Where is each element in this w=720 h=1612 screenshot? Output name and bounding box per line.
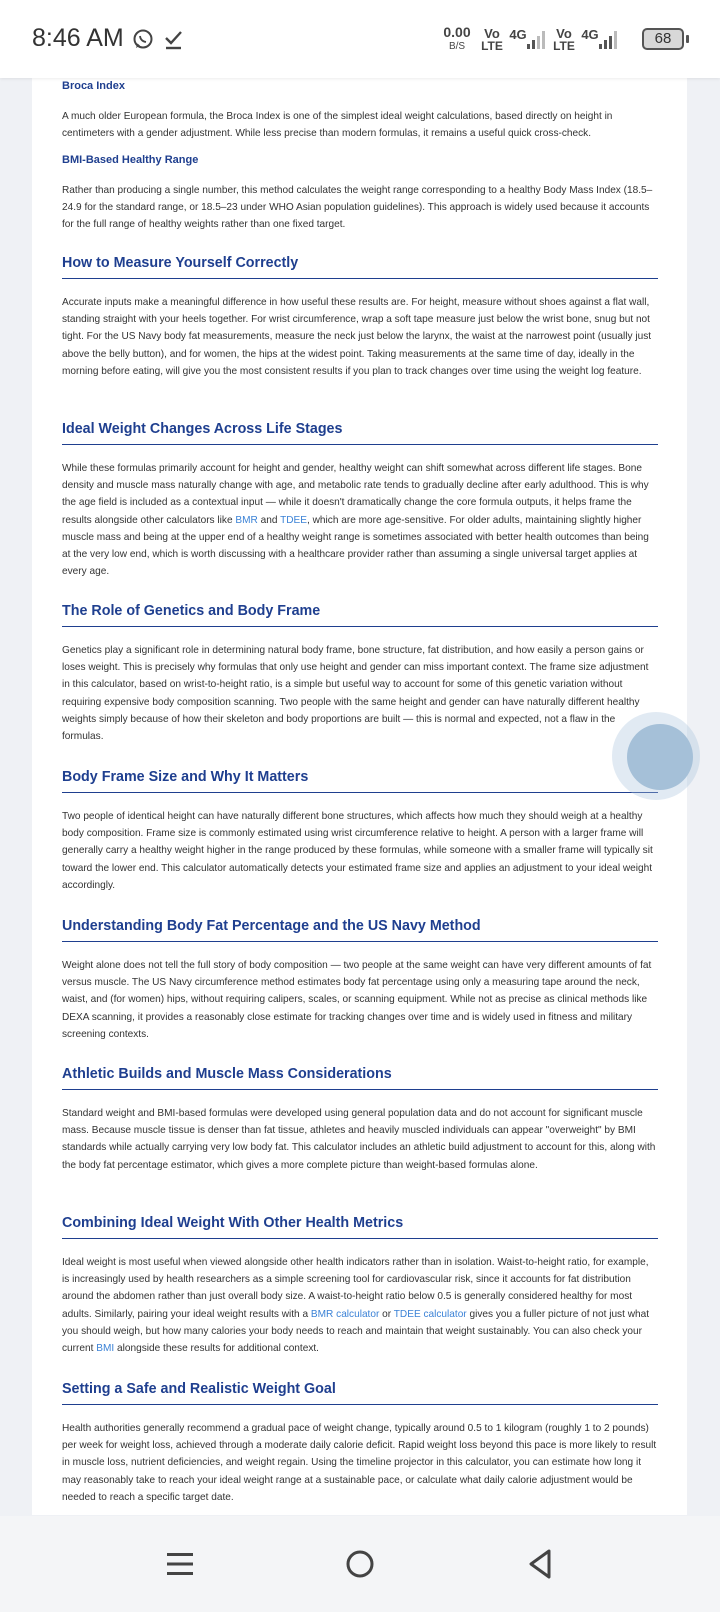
- navigation-bar: [0, 1516, 720, 1612]
- section-goal-body: [62, 1420, 658, 1506]
- signal-1-icon: [526, 30, 546, 50]
- section-athletic-body: [62, 1105, 658, 1174]
- subheading-broca-index: Broca Index: [62, 80, 125, 92]
- section-body-fat: [62, 918, 658, 942]
- battery-tip: [686, 35, 689, 43]
- paragraph-frame-size: Two people of identical height can have naturally different bone structures, which affects how much they should weigh at a healthy body composition. Frame size is commonly estimated using wrist circumference relative to height. A person with a larger frame will generally carry a healthy weight higher in the range produced by these formulas, while someone with a smaller frame will typically sit toward the lower end. This calculator automatically detects your estimated frame size and applies an adjustment to your ideal weight accordingly.: [62, 811, 653, 891]
- paragraph-bmi-range: Rather than producing a single number, this method calculates the weight range corresponding to a healthy Body Mass Index (18.5–24.9 for the standard range, or 18.5–23 under WHO Asian population guidelines). This approach is widely used because it accounts for the full range of healthy weights rather than one fixed target.: [62, 185, 653, 231]
- tdee-calculator-link[interactable]: TDEE calculator: [393, 1308, 467, 1320]
- heading-body-fat: Understanding Body Fat Percentage and the US Navy Method: [62, 918, 658, 942]
- paragraph-measure: Accurate inputs make a meaningful difference in how useful these results are. For height, measure without shoes against a flat wall, standing straight with your heels together. For wrist circumference, wrap a soft tape measure just below the wrist bone, snug but not tight. For the US Navy body fat measurements, measure the neck just below the larynx, the waist at the narrowest point (usually just above the belly button), and for women, the hips at the widest point. Taking measurements at the same time of day, ideally in the morning before eating, will give you the most consistent results if you plan to track changes over time using the weight log feature.: [62, 297, 652, 377]
- paragraph-broca-index: A much older European formula, the Broca Index is one of the simplest ideal weight calculations, based directly on height in centimeters with a gender adjustment. While less precise than modern formulas, it remains a useful quick cross-check.: [62, 111, 613, 140]
- sim1-volte-bottom: LTE: [481, 39, 503, 53]
- bmr-calculator-link[interactable]: BMR calculator: [310, 1308, 380, 1320]
- bmi-link[interactable]: BMI: [96, 1343, 115, 1355]
- section-broca: [62, 80, 658, 92]
- heading-life-stages: Ideal Weight Changes Across Life Stages: [62, 421, 658, 445]
- sim2-volte-bottom: LTE: [553, 39, 575, 53]
- home-button[interactable]: [336, 1540, 384, 1588]
- heading-genetics: The Role of Genetics and Body Frame: [62, 603, 658, 627]
- paragraph-athletic: Standard weight and BMI-based formulas were developed using general population data and do not account for significant muscle mass. Because muscle tissue is denser than fat tissue, athletes and heavily muscled individuals can appear "overweight" by BMI standards while actually carrying very low body fat. This calculator includes an athletic build adjustment to account for this, along with the body fat percentage estimator, which gives a more complete picture than weight-based formulas alone.: [62, 1108, 656, 1171]
- section-bmi-range: [62, 154, 658, 166]
- signal-2-icon: [598, 30, 618, 50]
- bmr-link[interactable]: BMR: [235, 514, 258, 526]
- section-measure-body: [62, 294, 658, 380]
- menu-icon: [165, 1550, 195, 1578]
- section-genetics: [62, 603, 658, 627]
- battery-indicator: 68: [642, 28, 684, 50]
- heading-frame-size: Body Frame Size and Why It Matters: [62, 769, 658, 793]
- life-text-1: While these formulas primarily account for height and gender, healthy weight can shift somewhat across different life stages. Bone density and muscle mass naturally change with age, and metabolic rate tends to gradually decline after early adulthood. This is why the age field is included as a contextual input — while it doesn't dramatically change the core formula outputs, it helps frame the results alongside other calculators like: [62, 463, 649, 526]
- back-button[interactable]: [516, 1540, 564, 1588]
- section-bmi-range-body: [62, 182, 658, 234]
- combining-text-3: gives you a fuller picture of not just what you should weigh, but how many calories your body needs to reach and maintain that weight sustainably. You can also check your current: [62, 1308, 650, 1355]
- heading-combining: Combining Ideal Weight With Other Health Metrics: [62, 1215, 658, 1239]
- section-frame-size-body: [62, 808, 658, 894]
- whatsapp-icon: [132, 28, 154, 50]
- status-bar: [0, 0, 720, 78]
- floating-assistive-button[interactable]: [627, 724, 693, 790]
- section-athletic: [62, 1066, 658, 1090]
- section-broca-body: [62, 108, 658, 142]
- home-icon: [344, 1548, 376, 1580]
- combining-text-1: Ideal weight is most useful when viewed alongside other health indicators rather than in isolation. Waist-to-height ratio, for example, is increasingly used by health researchers as a simple screening tool for cardiovascular risk, since it accounts for fat distribution around the abdomen rather than just overall body size. A waist-to-height ratio below 0.5 is generally considered healthy for most adults. Similarly, pairing your ideal weight results with a: [62, 1257, 649, 1320]
- paragraph-genetics: Genetics play a significant role in determining natural body frame, bone structure, fat distribution, and how easily a person gains or loses weight. This is precisely why formulas that only use height and gender can miss important context. The frame size adjustment in this calculator, based on wrist-to-height ratio, is a simple but useful way to account for some of this genetic variation without requiring expensive body composition scanning. Two people with the same height and gender can have naturally different healthy weights simply because of how their skeleton and body proportions are built — this is normal and expected, not a flaw in the formulas.: [62, 645, 649, 743]
- article-card: [32, 78, 687, 1515]
- heading-goal: Setting a Safe and Realistic Weight Goal: [62, 1381, 658, 1405]
- paragraph-life-stages: [62, 460, 658, 580]
- heading-measure: How to Measure Yourself Correctly: [62, 255, 658, 279]
- section-goal: [62, 1381, 658, 1405]
- subheading-bmi-range: BMI-Based Healthy Range: [62, 154, 199, 166]
- section-life-stages: [62, 421, 658, 445]
- sim2-volte-top: Vo: [556, 26, 572, 41]
- section-genetics-body: [62, 642, 658, 745]
- section-combining: [62, 1215, 658, 1239]
- paragraph-goal: Health authorities generally recommend a gradual pace of weight change, typically around 0.5 to 1 kilogram (roughly 1 to 2 pounds) per week for weight loss, achieved through a moderate daily calorie deficit. Rapid weight loss beyond this pace is more likely to result in muscle loss, nutrient deficiencies, and weight regain. Using the timeline projector in this calculator, you can estimate how long it may reasonably take to reach your ideal weight range at a sustainable pace, or calculate what daily calorie adjustment would be needed to reach a specific target date.: [62, 1423, 657, 1503]
- combining-text-2: or: [379, 1308, 394, 1320]
- heading-athletic: Athletic Builds and Muscle Mass Considerations: [62, 1066, 658, 1090]
- section-frame-size: [62, 769, 658, 793]
- check-icon: [164, 28, 184, 50]
- net-speed-unit: B/S: [448, 41, 466, 52]
- menu-button[interactable]: [156, 1540, 204, 1588]
- combining-text-4: alongside these results for additional context.: [114, 1343, 319, 1355]
- section-measure: [62, 255, 658, 279]
- sim2-network-gen: 4G: [581, 27, 599, 42]
- life-text-3: , which are more age-sensitive. For older adults, maintaining slightly higher muscle mass and being at the upper end of a healthy weight range is sometimes associated with better health outcomes than being at the very low end, which is worth discussing with a healthcare provider rather than assuming a single universal target applies at every age.: [62, 514, 649, 578]
- paragraph-body-fat: Weight alone does not tell the full story of body composition — two people at the same weight can have very different amounts of fat versus muscle. The US Navy circumference method estimates body fat percentage using only a measuring tape around the neck, waist, and (for women) hips, without requiring calipers, scales, or scanning equipment. While not as precise as clinical methods like DEXA scanning, it provides a reasonably close estimate for tracking changes over time and is widely used in fitness and military screening contexts.: [62, 960, 652, 1040]
- net-speed-value: 0.00: [443, 24, 471, 40]
- section-body-fat-body: [62, 957, 658, 1043]
- section-combining-body: [62, 1254, 658, 1357]
- back-icon: [525, 1547, 555, 1581]
- sim1-network-gen: 4G: [509, 27, 527, 42]
- life-text-2: and: [257, 514, 281, 526]
- paragraph-combining: [62, 1254, 658, 1357]
- status-time: 8:46 AM: [32, 24, 124, 52]
- section-life-stages-body: [62, 460, 658, 580]
- sim1-volte-top: Vo: [484, 26, 500, 41]
- tdee-link[interactable]: TDEE: [280, 514, 308, 526]
